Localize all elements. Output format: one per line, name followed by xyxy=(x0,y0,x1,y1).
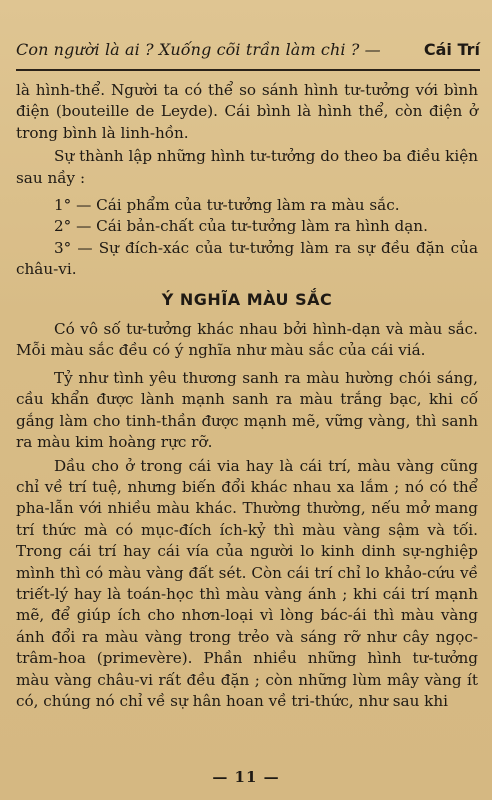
paragraph-5: Dầu cho ở trong cái via hay là cái trí, màu vàng cũng chỉ về trí tuệ, nhưng biến đổi khác nhau xa lắm ; nó có thể pha-lẫn với nhiều màu khác. Thường thường, nếu mở mang trí thức mà có mục-đích ích-kỷ thì màu vàng sậm và tối. Trong cái trí hay cái vía của người lo kinh dinh sự-nghiệp mình thì có màu vàng đất sét. Còn cái trí chỉ lo khảo-cứu về triết-lý hay là toán-học thì màu vàng ánh ; khi cái trí mạnh mẽ, để giúp ích cho nhơn-loại vì lòng bác-ái thì màu vàng ánh đổi ra màu vàng trong trẻo và sáng rỡ như cây ngọc-trâm-hoa (primevère). Phần nhiều những hình tư-tưởng màu vàng châu-vi rất đều đặn ; còn những lùm mây vàng ít có, chúng nó chỉ về sự hân hoan về tri-thức, như sau khi xyxy=(16,456,478,710)
header-title: Con người là ai ? Xuống cõi trần làm chi ? — xyxy=(16,40,381,59)
paragraph-4: Tỷ như tình yêu thương sanh ra màu hường chói sáng, cầu khẩn được lành mạnh sanh ra màu trắng bạc, khi cố gắng làm cho tinh-thần được mạnh mẽ, vững vàng, thì sanh ra màu kim hoàng rực rỡ. xyxy=(16,368,478,452)
running-header xyxy=(16,40,480,64)
list-item-1: 1° — Cái phẩm của tư-tưởng làm ra màu sắc. xyxy=(54,196,400,215)
paragraph-1: là hình-thể. Người ta có thể so sánh hình tư-tưởng với bình điện (bouteille de Leyde). Cái bình là hình thể, còn điện ở trong bình là linh-hồn. xyxy=(16,81,478,142)
list-item-2: 2° — Cái bản-chất của tư-tưởng làm ra hình dạn. xyxy=(54,217,428,236)
section-title: Ý NGHĨA MÀU SẮC xyxy=(161,289,333,309)
header-author: Cái Trí xyxy=(423,40,480,59)
page-number: — 11 — xyxy=(212,768,280,786)
list-item-3: 3° — Sự đích-xác của tư-tưởng làm ra sự đều đặn của châu-vi. xyxy=(16,238,478,279)
paragraph-3: Có vô số tư-tưởng khác nhau bởi hình-dạn và màu sắc. Mỗi màu sắc đều có ý nghĩa như màu sắc của cái viá. xyxy=(16,320,478,360)
paragraph-2: Sự thành lập những hình tư-tưởng do theo ba điều kiện sau nầy : xyxy=(16,147,478,187)
header-rule xyxy=(16,69,480,71)
page-body xyxy=(16,80,478,712)
